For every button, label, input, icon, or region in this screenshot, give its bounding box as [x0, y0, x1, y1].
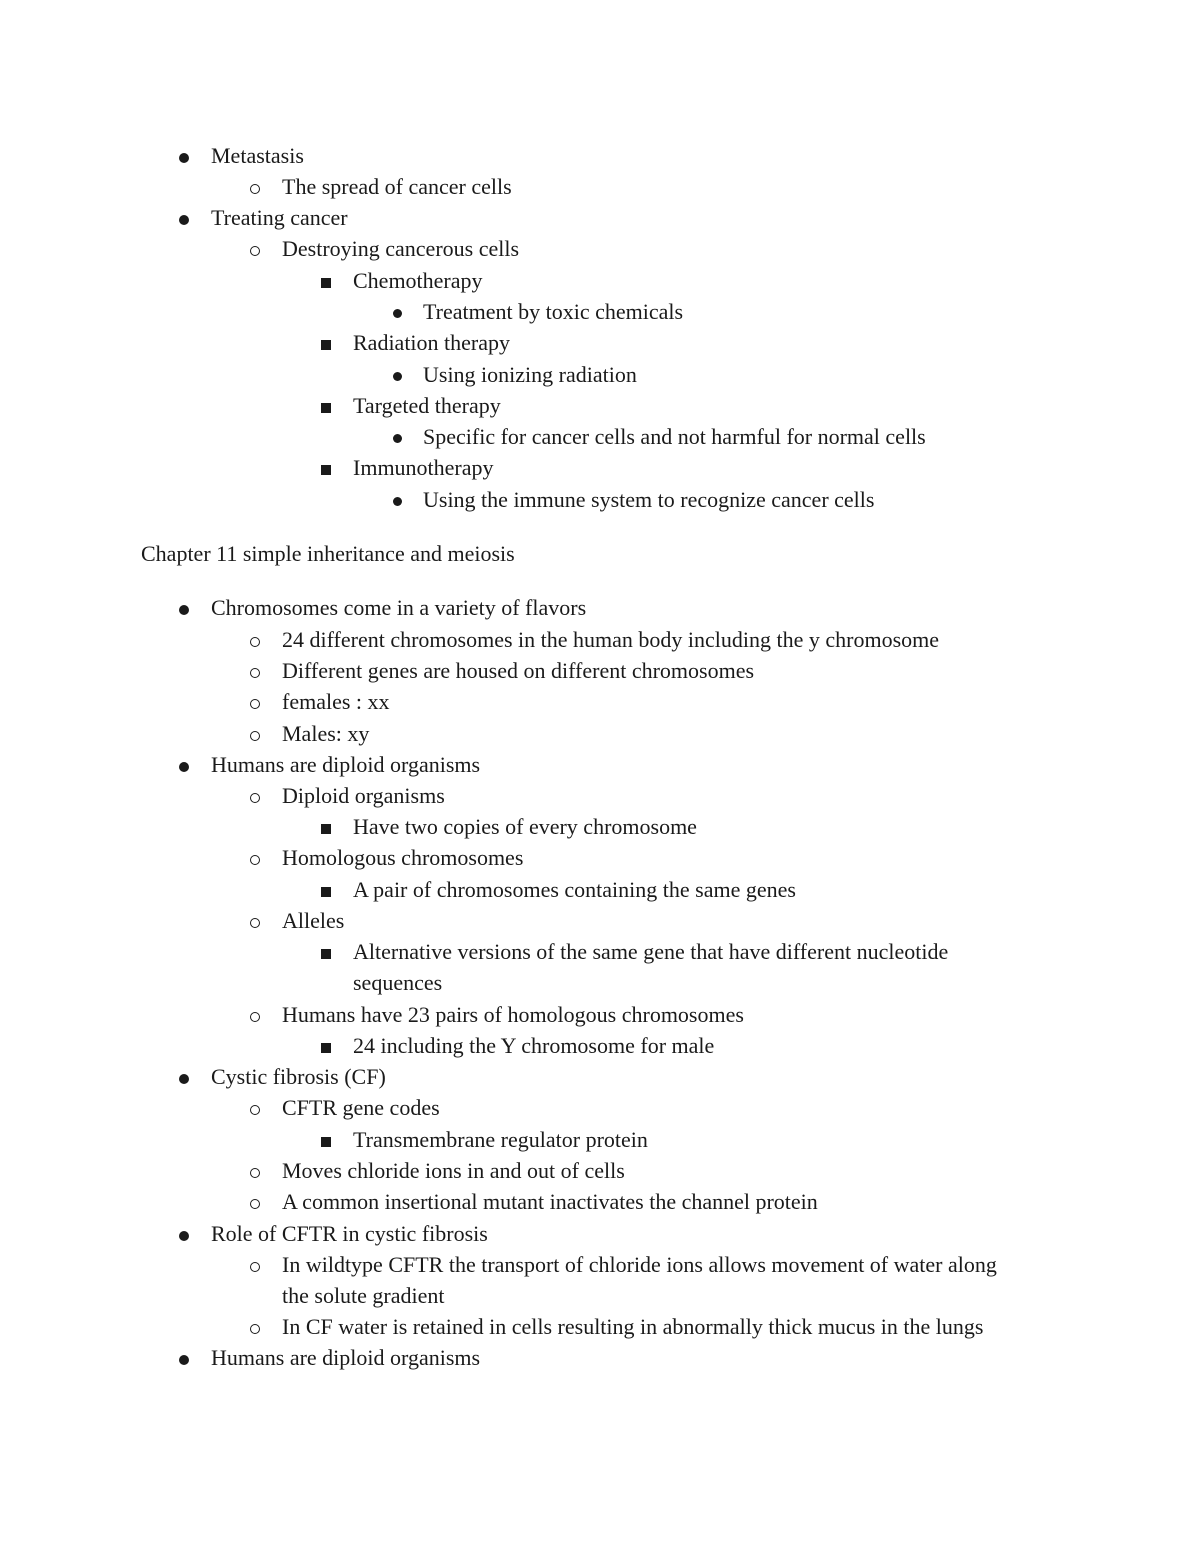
bullet-square-icon [316, 391, 336, 421]
list-item: Homologous chromosomes [282, 845, 524, 870]
bullet-ring-icon [245, 234, 265, 264]
bullet-dot-icon [174, 1219, 194, 1249]
bullet-ring-icon [245, 172, 265, 202]
list-item: 24 including the Y chromosome for male [353, 1033, 715, 1058]
bullet-ring-icon [245, 1187, 265, 1217]
list-item: Alleles [282, 908, 345, 933]
bullet-square-icon [316, 1125, 336, 1155]
bullet-square-icon [316, 1031, 336, 1061]
list-item: Metastasis [211, 143, 304, 168]
bullet-square-icon [316, 937, 336, 967]
list-item: Diploid organisms [282, 783, 445, 808]
bullet-square-icon [316, 453, 336, 483]
list-item: Have two copies of every chromosome [353, 814, 697, 839]
list-item: Males: xy [282, 721, 370, 746]
bullet-ring-icon [245, 625, 265, 655]
bullet-dot-icon [387, 485, 407, 515]
bullet-ring-icon [245, 1312, 265, 1342]
bullet-dot-icon [174, 1343, 194, 1373]
bullet-ring-icon [245, 1156, 265, 1186]
list-item: Targeted therapy [353, 393, 501, 418]
list-item: CFTR gene codes [282, 1095, 440, 1120]
list-item: Using ionizing radiation [423, 362, 637, 387]
list-item: Radiation therapy [353, 330, 511, 355]
list-item: Humans have 23 pairs of homologous chromosomes [282, 1002, 744, 1027]
list-item: A common insertional mutant inactivates the channel protein [282, 1189, 818, 1214]
list-item: Chemotherapy [353, 268, 483, 293]
bullet-dot-icon [387, 360, 407, 390]
bullet-ring-icon [245, 906, 265, 936]
list-item: Cystic fibrosis (CF) [211, 1064, 386, 1089]
bullet-square-icon [316, 812, 336, 842]
list-item: Immunotherapy [353, 455, 494, 480]
list-item: Specific for cancer cells and not harmful for normal cells [423, 424, 926, 449]
list-item: Role of CFTR in cystic fibrosis [211, 1221, 488, 1246]
list-item: In CF water is retained in cells resulting in abnormally thick mucus in the lungs [282, 1314, 984, 1339]
list-item: Treating cancer [211, 205, 348, 230]
bullet-ring-icon [245, 1250, 265, 1280]
bullet-ring-icon [245, 719, 265, 749]
list-item: Chromosomes come in a variety of flavors [211, 595, 587, 620]
bullet-square-icon [316, 328, 336, 358]
bullet-ring-icon [245, 1093, 265, 1123]
bullet-dot-icon [174, 750, 194, 780]
list-item: The spread of cancer cells [282, 174, 512, 199]
list-item: Transmembrane regulator protein [353, 1127, 648, 1152]
list-item: females : xx [282, 689, 390, 714]
bullet-dot-icon [174, 1062, 194, 1092]
bullet-dot-icon [387, 297, 407, 327]
bullet-ring-icon [245, 781, 265, 811]
bullet-dot-icon [387, 422, 407, 452]
list-item: 24 different chromosomes in the human body including the y chromosome [282, 627, 940, 652]
bullet-dot-icon [174, 203, 194, 233]
list-item: Alternative versions of the same gene that have different nucleotide [353, 939, 949, 964]
bullet-ring-icon [245, 843, 265, 873]
list-item: Different genes are housed on different chromosomes [282, 658, 755, 683]
list-item: Humans are diploid organisms [211, 752, 481, 777]
chapter-heading: Chapter 11 simple inheritance and meiosis [141, 541, 515, 566]
list-item: Moves chloride ions in and out of cells [282, 1158, 625, 1183]
list-item: Destroying cancerous cells [282, 236, 520, 261]
bullet-dot-icon [174, 141, 194, 171]
list-item: Humans are diploid organisms [211, 1345, 481, 1370]
bullet-ring-icon [245, 687, 265, 717]
list-item: Using the immune system to recognize cancer cells [423, 487, 875, 512]
list-item: A pair of chromosomes containing the same genes [353, 877, 796, 902]
list-item: In wildtype CFTR the transport of chloride ions allows movement of water along [282, 1252, 997, 1277]
list-item-continuation: sequences [353, 970, 443, 995]
bullet-dot-icon [174, 593, 194, 623]
list-item: Treatment by toxic chemicals [423, 299, 684, 324]
list-item-continuation: the solute gradient [282, 1283, 445, 1308]
bullet-ring-icon [245, 1000, 265, 1030]
bullet-square-icon [316, 875, 336, 905]
bullet-square-icon [316, 266, 336, 296]
bullet-ring-icon [245, 656, 265, 686]
